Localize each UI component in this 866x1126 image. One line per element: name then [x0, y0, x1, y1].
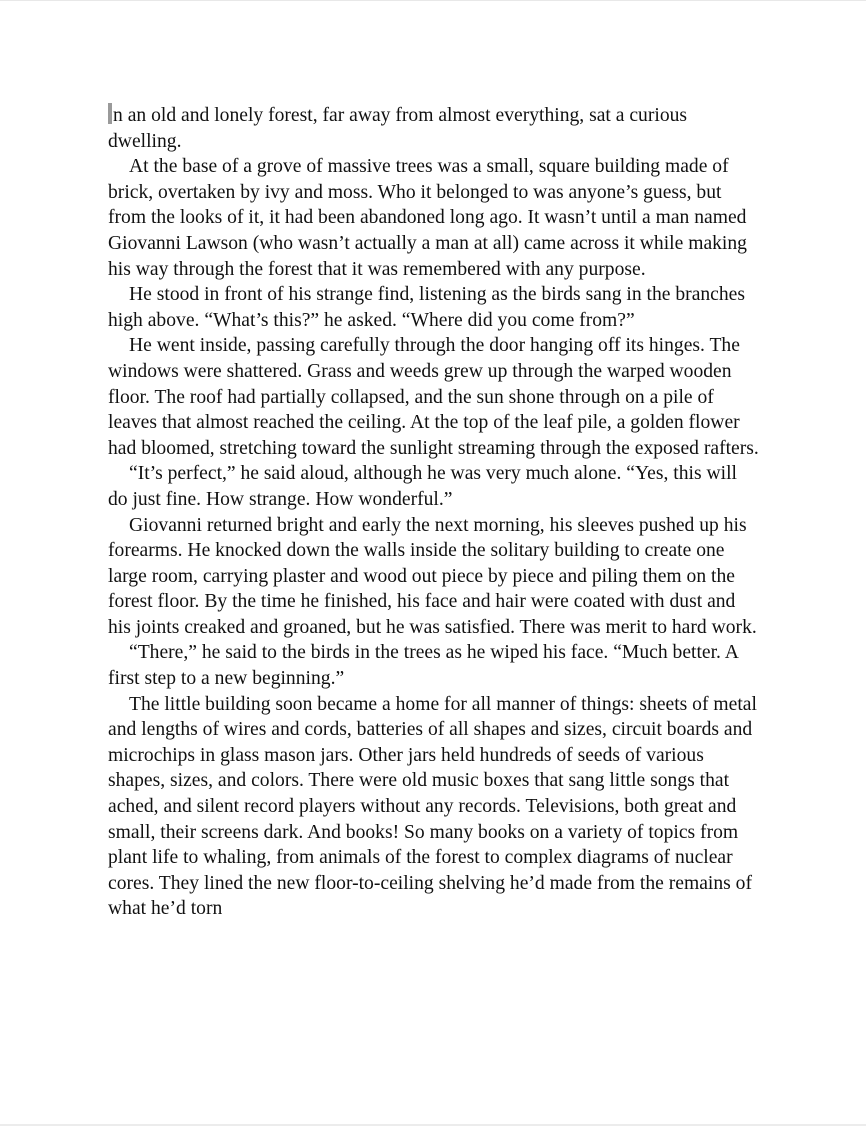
text-cursor-marker	[108, 103, 112, 124]
paragraph: He stood in front of his strange find, listening as the birds sang in the branches high above. “What’s this?” he asked. “Where did you come from?”	[108, 284, 745, 331]
paragraph: “There,” he said to the birds in the trees as he wiped his face. “Much better. A first step to a new beginning.”	[108, 642, 738, 690]
paragraph-first	[108, 103, 760, 154]
body-text	[108, 103, 760, 922]
page-top-edge	[0, 0, 866, 1]
paragraph: Giovanni returned bright and early the next morning, his sleeves pushed up his forearms. He knocked down the walls inside the solitary building to create one large room, carrying plaster and wood out piece by piece and piling them on the forest floor. By the time he finished, his face and hair were coated with dust and his joints creaked and groaned, but he was satisfied. There was merit to hard work.	[108, 514, 757, 638]
paragraph-first-rest: n an old and lonely forest, far away from almost everything, sat a curious dwelling.	[108, 105, 688, 152]
paragraph: “It’s perfect,” he said aloud, although he was very much alone. “Yes, this will do just fine. How strange. How wonderful.”	[108, 463, 737, 510]
paragraph: At the base of a grove of massive trees was a small, square building made of brick, overtaken by ivy and moss. Who it belonged to was anyone’s guess, but from the looks of it, it had been abandoned long ago. It wasn’t until a man named Giovanni Lawson (who wasn’t actually a man at all) came across it while making his way through the forest that it was remembered with any purpose.	[108, 156, 747, 280]
paragraph: He went inside, passing carefully through the door hanging off its hinges. The windows were shattered. Grass and weeds grew up through the warped wooden floor. The roof had partially collapsed, and the sun shone through on a pile of leaves that almost reached the ceiling. At the top of the leaf pile, a golden flower had bloomed, stretching toward the sunlight streaming through the exposed rafters.	[108, 335, 759, 459]
paragraph: The little building soon became a home for all manner of things: sheets of metal and lengths of wires and cords, batteries of all shapes and sizes, circuit boards and microchips in glass mason jars. Other jars held hundreds of seeds of various shapes, sizes, and colors. There were old music boxes that sang little songs that ached, and silent record players without any records. Televisions, both great and small, their screens dark. And books! So many books on a variety of topics from plant life to whaling, from animals of the forest to complex diagrams of nuclear cores. They lined the new floor-to-ceiling shelving he’d made from the remains of what he’d torn	[108, 693, 757, 920]
